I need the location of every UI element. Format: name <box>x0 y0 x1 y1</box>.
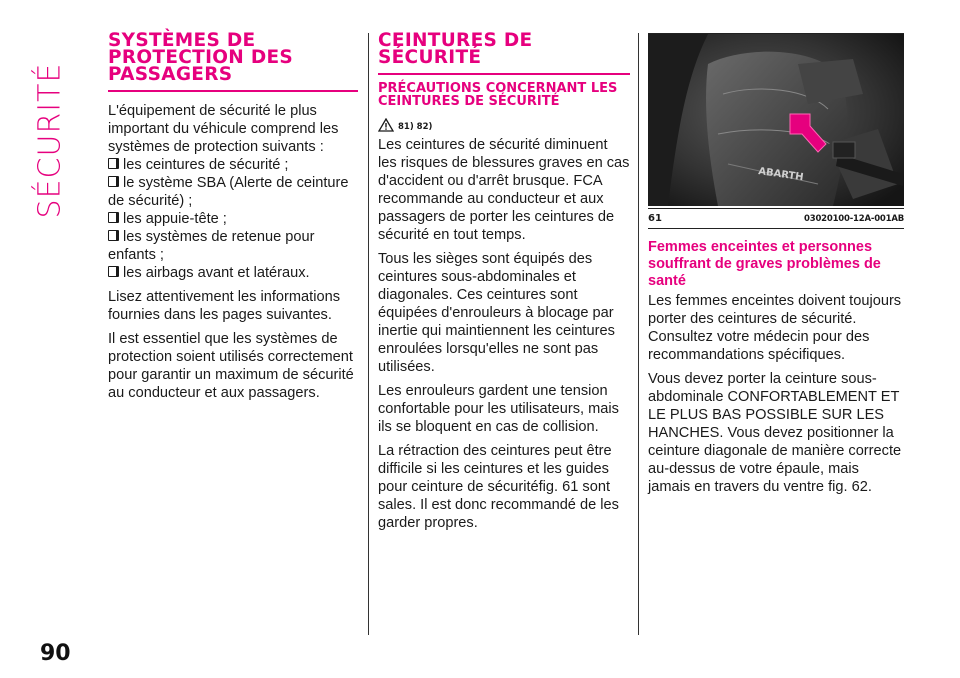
body-paragraph: Les enrouleurs gardent une tension confortable pour les utilisateurs, mais ils se bloquent en cas de collision. <box>378 383 619 435</box>
book-reference-icon <box>108 230 119 241</box>
warning-reference-numbers[interactable]: 81) 82) <box>398 122 433 132</box>
book-reference-icon <box>108 158 119 169</box>
figure-number: 61 <box>648 213 662 224</box>
section-side-title-text: SÉCURITÉ <box>32 62 68 218</box>
seat-badge-text: ABARTH <box>757 166 805 184</box>
body-paragraph: Tous les sièges sont équipés des ceintures sous-abdominales et diagonales. Ces ceintures sont équipées d'enrouleurs à blocage par inertie qui maintiennent les ceintures enroulées lorsqu'elles ne sont pas utilisées. <box>378 251 615 375</box>
column-seat-belts <box>378 32 630 538</box>
intro-paragraph: L'équipement de sécurité le plus important du véhicule comprend les systèmes de protection suivants : <box>108 103 339 155</box>
subheading-seat-belt-precautions: PRÉCAUTIONS CONCERNANT LES CEINTURES DE SÉCURITÉ <box>378 81 618 109</box>
book-reference-icon <box>108 212 119 223</box>
protection-systems-list <box>108 156 358 282</box>
heading-seat-belts: CEINTURES DE SÉCURITÉ <box>378 32 630 75</box>
body-paragraph: Lisez attentivement les informations fournies dans les pages suivantes. <box>108 289 340 323</box>
body-paragraph: Vous devez porter la ceinture sous-abdominale CONFORTABLEMENT ET LE PLUS BAS POSSIBLE SUR LES HANCHES. Vous devez positionner la ceinture diagonale de manière correcte au-dessus de votre épaule, mais jamais en travers du ventre fig. 62. <box>648 371 902 495</box>
subheading-pregnant-women: Femmes enceintes et personnes souffrant de graves problèmes de santé <box>648 239 881 289</box>
list-item: les airbags avant et latéraux. <box>108 264 358 282</box>
warning-reference <box>378 118 630 132</box>
column-divider <box>368 33 369 635</box>
body-paragraph: Il est essentiel que les systèmes de protection soient utilisés correctement pour garantir un maximum de sécurité au conducteur et aux passagers. <box>108 331 354 401</box>
figure-caption <box>648 208 904 229</box>
body-paragraph: La rétraction des ceintures peut être difficile si les ceintures et les guides pour ceinture de sécuritéfig. 61 sont sales. Il est donc recommandé de les garder propres. <box>378 443 619 531</box>
book-reference-icon <box>108 176 119 187</box>
body-paragraph: Les femmes enceintes doivent toujours porter des ceintures de sécurité. Consultez votre médecin pour des recommandations spécifiques. <box>648 293 902 363</box>
list-item: les ceintures de sécurité ; <box>108 156 358 174</box>
page-number: 90 <box>40 641 71 666</box>
list-item: les systèmes de retenue pour enfants ; <box>108 229 315 263</box>
warning-triangle-icon <box>378 118 394 132</box>
section-side-title <box>22 30 78 250</box>
seat-belt-figure <box>648 33 904 206</box>
column-divider <box>638 33 639 635</box>
figure-code: 03020100-12A-001AB <box>804 213 904 224</box>
heading-protection-systems: SYSTÈMES DE PROTECTION DES PASSAGERS <box>108 32 358 92</box>
column-pregnant-women <box>648 33 904 502</box>
book-reference-icon <box>108 266 119 277</box>
body-paragraph: Les ceintures de sécurité diminuent les risques de blessures graves en cas d'accident ou d'arrêt brusque. FCA recommande au conducteur et aux passagers de porter les ceintures de sécurité en tout temps. <box>378 137 630 243</box>
list-item: les appuie-tête ; <box>108 210 358 228</box>
column-protection-systems <box>108 32 358 408</box>
list-item: le système SBA (Alerte de ceinture de sécurité) ; <box>108 175 349 209</box>
